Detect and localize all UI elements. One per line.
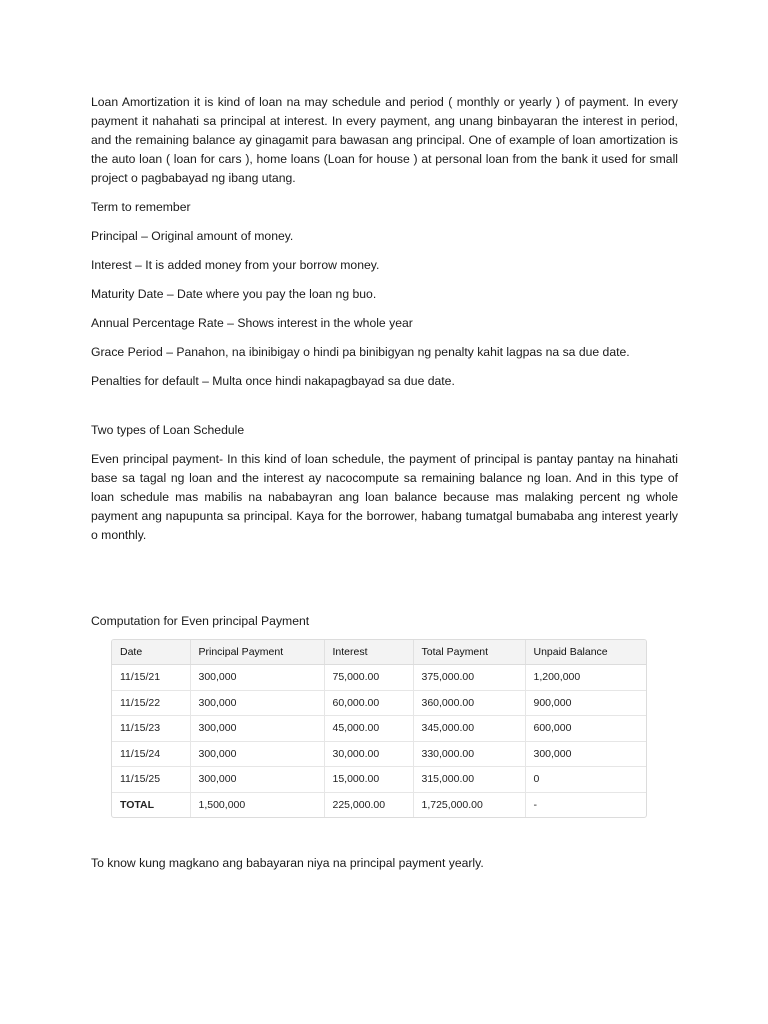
cell-date: 11/15/21: [112, 665, 190, 691]
term-principal: Principal – Original amount of money.: [91, 229, 294, 243]
cell-unpaid-balance: -: [533, 798, 537, 811]
table-row: [112, 767, 646, 793]
amortization-table: [112, 640, 646, 817]
cell-interest: 15,000.00: [324, 767, 413, 793]
term-grace-period: Grace Period – Panahon, na ibinibigay o hindi pa binibigyan ng penalty kahit lagpas na sa due date.: [91, 345, 630, 359]
cell-principal-payment: 1,500,000: [190, 792, 324, 817]
cell-total-payment: 1,725,000.00: [413, 792, 525, 817]
loan-schedule-heading: Two types of Loan Schedule: [91, 423, 245, 437]
table-row: [112, 741, 646, 767]
cell-principal-payment: 300,000: [190, 716, 324, 742]
cell-date: 11/15/24: [112, 741, 190, 767]
cell-interest: 75,000.00: [324, 665, 413, 691]
cell-unpaid-balance: 0: [525, 767, 646, 793]
term-maturity-date: Maturity Date – Date where you pay the loan ng buo.: [91, 287, 377, 301]
table-row: [112, 716, 646, 742]
computation-title: Computation for Even principal Payment: [91, 614, 310, 628]
cell-principal-payment: 300,000: [190, 665, 324, 691]
table-row: [112, 690, 646, 716]
header-date: Date: [112, 640, 190, 665]
term-annual-percentage-rate: Annual Percentage Rate – Shows interest in the whole year: [91, 316, 413, 330]
cell-total-label: TOTAL: [112, 792, 190, 817]
table-total-row: [112, 792, 646, 817]
cell-interest: 60,000.00: [324, 690, 413, 716]
cell-total-payment: 330,000.00: [413, 741, 525, 767]
cell-date: 11/15/23: [112, 716, 190, 742]
cell-unpaid-balance: 300,000: [525, 741, 646, 767]
cell-interest: 30,000.00: [324, 741, 413, 767]
cell-total-payment: 360,000.00: [413, 690, 525, 716]
table-header-row: [112, 640, 646, 665]
even-principal-paragraph: Even principal payment- In this kind of loan schedule, the payment of principal is pantay pantay na hinahati base sa tagal ng loan and the interest ay nacocompute sa remaining balance ng loan. And in this type of loan schedule mas mabilis na nababayran ang loan balance because mas malaking percent ng whole payment ang napupunta sa principal. Kaya for the borrower, habang tumatgal bumababa ang interest yearly o monthly.: [91, 452, 678, 542]
cell-total-payment: 345,000.00: [413, 716, 525, 742]
header-total-payment: Total Payment: [413, 640, 525, 665]
cell-principal-payment: 300,000: [190, 767, 324, 793]
cell-date: 11/15/25: [112, 767, 190, 793]
cell-unpaid-balance: 900,000: [525, 690, 646, 716]
header-interest: Interest: [324, 640, 413, 665]
table-row: [112, 665, 646, 691]
term-interest: Interest – It is added money from your borrow money.: [91, 258, 380, 272]
cell-principal-payment: 300,000: [190, 690, 324, 716]
cell-unpaid-balance: 1,200,000: [525, 665, 646, 691]
amortization-table-container: [111, 639, 647, 818]
cell-unpaid-balance: 600,000: [525, 716, 646, 742]
closing-paragraph: To know kung magkano ang babayaran niya na principal payment yearly.: [91, 856, 484, 870]
header-principal-payment: Principal Payment: [190, 640, 324, 665]
cell-principal-payment: 300,000: [190, 741, 324, 767]
terms-heading: Term to remember: [91, 200, 191, 214]
term-penalties-for-default: Penalties for default – Multa once hindi nakapagbayad sa due date.: [91, 374, 455, 388]
header-unpaid-balance: Unpaid Balance: [525, 640, 646, 665]
intro-paragraph: Loan Amortization it is kind of loan na may schedule and period ( monthly or yearly ) of payment. In every payment it nahahati sa principal at interest. In every payment, ang unang binbayaran the interest in period, and the remaining balance ay ginagamit para bawasan ang principal. One of example of loan amortization is the auto loan ( loan for cars ), home loans (Loan for house ) at personal loan from the bank it used for small project o pagbabayad ng ibang utang.: [91, 95, 678, 185]
cell-total-payment: 375,000.00: [413, 665, 525, 691]
cell-total-payment: 315,000.00: [413, 767, 525, 793]
cell-date: 11/15/22: [112, 690, 190, 716]
cell-interest: 225,000.00: [324, 792, 413, 817]
cell-interest: 45,000.00: [324, 716, 413, 742]
